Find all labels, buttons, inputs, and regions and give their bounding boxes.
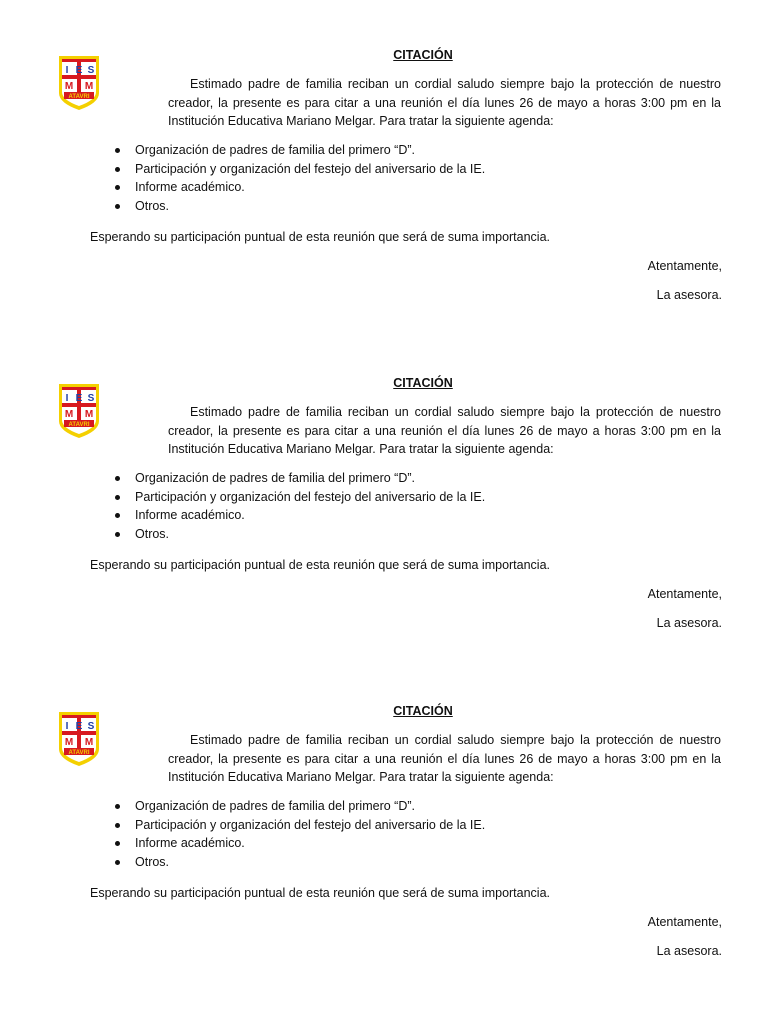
logo-letter: M [84, 737, 94, 748]
citation-block [0, 48, 768, 368]
agenda-list [112, 141, 712, 216]
logo-letter: M [84, 409, 94, 420]
agenda-item: Informe académico. [112, 834, 712, 853]
logo-letter: M [84, 81, 94, 92]
logo-banner: ATAVRI [68, 750, 90, 756]
agenda-item: Informe académico. [112, 506, 712, 525]
school-logo [58, 383, 100, 439]
logo-letter: M [64, 409, 74, 420]
regards-text: Atentamente, [647, 587, 722, 601]
agenda-item: Organización de padres de familia del primero “D”. [112, 469, 712, 488]
signature-text: La asesora. [656, 288, 722, 302]
logo-banner: ATAVRI [68, 422, 90, 428]
logo-letter: E [75, 721, 83, 732]
agenda-item: Otros. [112, 853, 712, 872]
citation-block [0, 376, 768, 696]
citation-body: Estimado padre de familia reciban un cordial saludo siempre bajo la protección de nuestro creador, la presente es para citar a una reunión el día lunes 26 de mayo a horas 3:00 pm en la Institución Educativa Mariano Melgar. Para tratar la siguiente agenda: [168, 733, 721, 785]
citation-title: CITACIÓN [393, 48, 453, 62]
agenda-list [112, 469, 712, 544]
agenda-item: Otros. [112, 525, 712, 544]
logo-letter: I [65, 393, 69, 404]
logo-letter: M [64, 81, 74, 92]
logo-letter: I [65, 721, 69, 732]
school-logo [58, 711, 100, 767]
citation-body: Estimado padre de familia reciban un cordial saludo siempre bajo la protección de nuestro creador, la presente es para citar a una reunión el día lunes 26 de mayo a horas 3:00 pm en la Institución Educativa Mariano Melgar. Para tratar la siguiente agenda: [168, 77, 721, 129]
agenda-item: Otros. [112, 197, 712, 216]
agenda-item: Participación y organización del festejo del aniversario de la IE. [112, 160, 712, 179]
agenda-item: Participación y organización del festejo del aniversario de la IE. [112, 488, 712, 507]
logo-letter: I [65, 65, 69, 76]
logo-letter: E [75, 65, 83, 76]
logo-letter: S [87, 65, 95, 76]
logo-letter: M [64, 737, 74, 748]
logo-letter: E [75, 393, 83, 404]
closing-text: Esperando su participación puntual de esta reunión que será de suma importancia. [90, 886, 551, 900]
regards-text: Atentamente, [647, 259, 722, 273]
closing-text: Esperando su participación puntual de esta reunión que será de suma importancia. [90, 230, 551, 244]
school-logo [58, 55, 100, 111]
agenda-item: Participación y organización del festejo del aniversario de la IE. [112, 816, 712, 835]
logo-letter: S [87, 393, 95, 404]
closing-text: Esperando su participación puntual de esta reunión que será de suma importancia. [90, 558, 551, 572]
signature-text: La asesora. [656, 944, 722, 958]
citation-block [0, 704, 768, 1024]
agenda-item: Organización de padres de familia del primero “D”. [112, 797, 712, 816]
logo-banner: ATAVRI [68, 94, 90, 100]
citation-body: Estimado padre de familia reciban un cordial saludo siempre bajo la protección de nuestro creador, la presente es para citar a una reunión el día lunes 26 de mayo a horas 3:00 pm en la Institución Educativa Mariano Melgar. Para tratar la siguiente agenda: [168, 405, 721, 457]
citation-title: CITACIÓN [393, 376, 453, 390]
signature-text: La asesora. [656, 616, 722, 630]
citation-title: CITACIÓN [393, 704, 453, 718]
agenda-item: Organización de padres de familia del primero “D”. [112, 141, 712, 160]
agenda-list [112, 797, 712, 872]
agenda-item: Informe académico. [112, 178, 712, 197]
regards-text: Atentamente, [647, 915, 722, 929]
logo-letter: S [87, 721, 95, 732]
